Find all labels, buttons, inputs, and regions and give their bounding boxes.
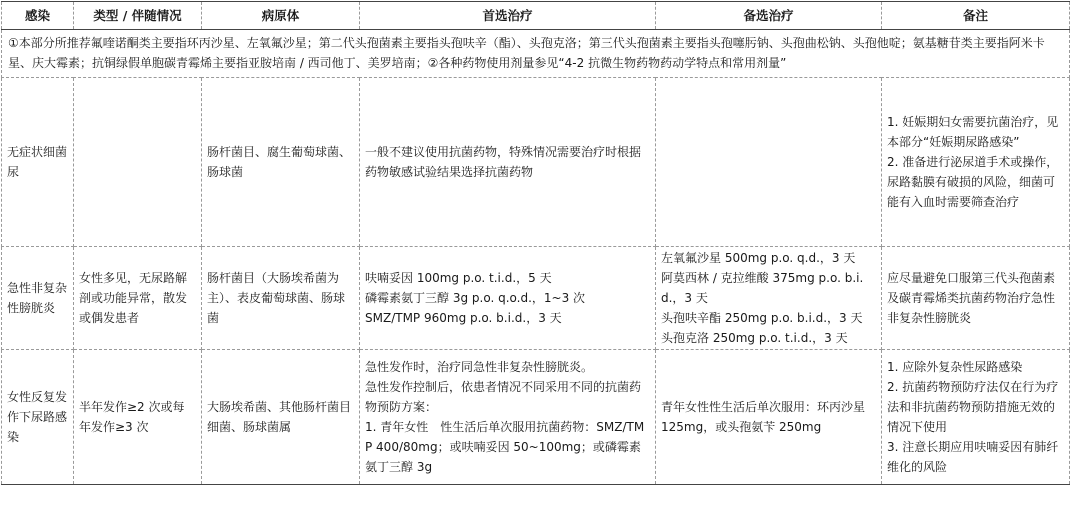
first-line-text: 急性发作时，治疗同急性非复杂性膀胱炎。: [365, 360, 594, 374]
cell-alternative: [656, 78, 882, 247]
note-row: [2, 30, 1070, 78]
header-type: 类型 / 伴随情况: [74, 2, 202, 30]
cell-infection: 无症状细菌尿: [2, 78, 74, 247]
remark-line: 1. 妊娠期妇女需要抗菌治疗，见本部分“妊娠期尿路感染”: [887, 115, 1059, 149]
first-line-text: 磷霉素氨丁三醇 3g p.o. q.o.d.，1~3 次: [365, 291, 586, 305]
cell-alternative: [656, 247, 882, 350]
cell-alternative: [656, 350, 882, 485]
first-line-text: 一般不建议使用抗菌药物，特殊情况需要治疗时根据药物敏感试验结果选择抗菌药物: [365, 145, 642, 179]
cell-first-line: [360, 247, 656, 350]
first-line-text: SMZ/TMP 960mg p.o. b.i.d.，3 天: [365, 311, 562, 325]
cell-remark: [882, 350, 1070, 485]
alternative-line: 左氧氟沙星 500mg p.o. q.d.，3 天: [661, 251, 856, 265]
note-text: ①本部分所推荐氟喹诺酮类主要指环丙沙星、左氧氟沙星；第二代头孢菌素主要指头孢呋辛（酯）、头孢克洛；第三代头孢菌素主要指头孢噻肟钠、头孢曲松钠、头孢他啶；氨基糖苷类主要指阿米卡星、庆大霉素；抗铜绿假单胞碳青霉烯主要指亚胺培南 / 西司他丁、美罗培南；②各种药物使用剂量参见“4-2 抗微生物药物药动学特点和常用剂量”: [2, 30, 1070, 78]
cell-remark: [882, 78, 1070, 247]
first-line-text: 1. 青年女性 性生活后单次服用抗菌药物：SMZ/TMP 400/80mg；或呋喃妥因 50~100mg；或磷霉素氨丁三醇 3g: [365, 420, 645, 474]
alternative-line: 青年女性性生活后单次服用：环丙沙星 125mg，或头孢氨苄 250mg: [661, 400, 866, 434]
cell-type: [74, 78, 202, 247]
cell-first-line: [360, 350, 656, 485]
header-pathogen: 病原体: [202, 2, 360, 30]
treatment-table: [1, 1, 1070, 485]
cell-infection: 急性非复杂性膀胱炎: [2, 247, 74, 350]
alternative-line: 阿莫西林 / 克拉维酸 375mg p.o. b.i.d.，3 天: [661, 271, 864, 305]
remark-line: 应尽量避免口服第三代头孢菌素及碳青霉烯类抗菌药物治疗急性非复杂性膀胱炎: [887, 271, 1056, 325]
cell-pathogen: 肠杆菌目、腐生葡萄球菌、肠球菌: [202, 78, 360, 247]
cell-infection: 女性反复发作下尿路感染: [2, 350, 74, 485]
header-alternative: 备选治疗: [656, 2, 882, 30]
header-first-line: 首选治疗: [360, 2, 656, 30]
cell-type: 女性多见，无尿路解剖或功能异常，散发或偶发患者: [74, 247, 202, 350]
header-remark: 备注: [882, 2, 1070, 30]
cell-type: 半年发作≥2 次或每年发作≥3 次: [74, 350, 202, 485]
remark-line: 2. 抗菌药物预防疗法仅在行为疗法和非抗菌药物预防措施无效的情况下使用: [887, 380, 1059, 434]
cell-first-line: [360, 78, 656, 247]
table-row: [2, 78, 1070, 247]
remark-line: 1. 应除外复杂性尿路感染: [887, 360, 1023, 374]
header-infection: 感染: [2, 2, 74, 30]
cell-pathogen: 肠杆菌目（大肠埃希菌为主）、表皮葡萄球菌、肠球菌: [202, 247, 360, 350]
header-row: [2, 2, 1070, 30]
alternative-line: 头孢呋辛酯 250mg p.o. b.i.d.，3 天: [661, 311, 863, 325]
remark-line: 3. 注意长期应用呋喃妥因有肺纤维化的风险: [887, 440, 1059, 474]
table-row: [2, 247, 1070, 350]
table-row: [2, 350, 1070, 485]
first-line-text: 呋喃妥因 100mg p.o. t.i.d.，5 天: [365, 271, 552, 285]
alternative-line: 头孢克洛 250mg p.o. t.i.d.，3 天: [661, 331, 848, 345]
cell-pathogen: 大肠埃希菌、其他肠杆菌目细菌、肠球菌属: [202, 350, 360, 485]
first-line-text: 急性发作控制后，依患者情况不同采用不同的抗菌药物预防方案：: [365, 380, 642, 414]
cell-remark: [882, 247, 1070, 350]
remark-line: 2. 准备进行泌尿道手术或操作，尿路黏膜有破损的风险，细菌可能有入血时需要筛查治疗: [887, 155, 1059, 209]
